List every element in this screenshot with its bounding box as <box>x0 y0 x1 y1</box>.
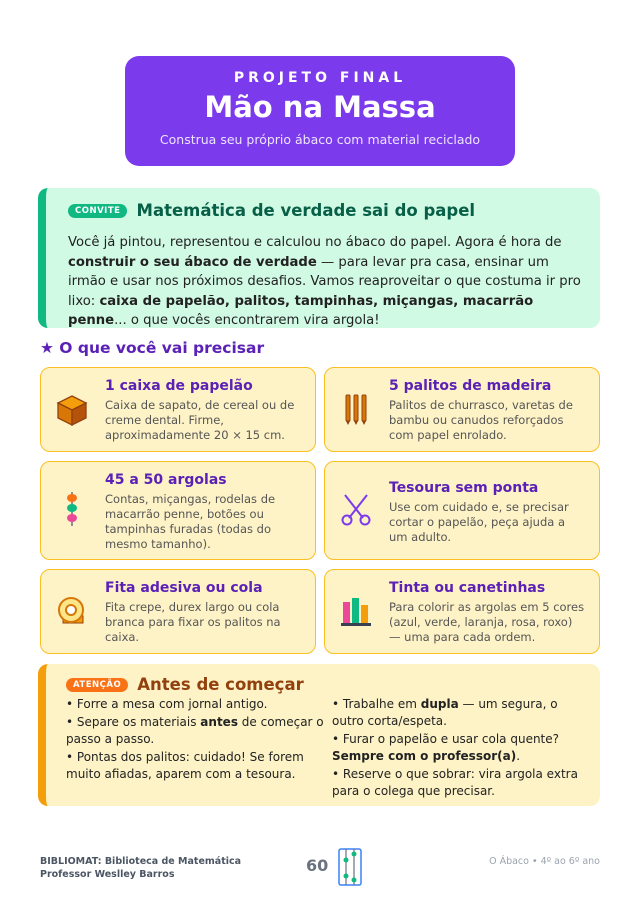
tape-icon <box>55 594 89 628</box>
invite-badge: CONVITE <box>68 204 127 218</box>
material-card <box>324 569 600 654</box>
materials-heading: ★ O que você vai precisar <box>40 339 265 357</box>
footer-author: Professor Weslley Barros <box>40 868 175 880</box>
attention-item-part: • Furar o papelão e usar cola quente? <box>332 732 560 746</box>
attention-item <box>332 731 582 765</box>
material-title: Tesoura sem ponta <box>389 480 539 496</box>
title-banner <box>125 56 515 166</box>
attention-box <box>38 664 600 806</box>
beads-icon <box>55 492 89 526</box>
attention-badge: ATENÇÃO <box>66 678 128 692</box>
invite-box <box>38 188 600 328</box>
footer-topic: O Ábaco • 4º ao 6º ano <box>489 856 600 867</box>
page-subtitle: Construa seu próprio ábaco com material reciclado <box>159 132 481 147</box>
invite-text-bold: caixa de papelão, palitos, tampinhas, miçangas, macarrão penne <box>68 293 534 328</box>
material-desc: Contas, miçangas, rodelas de macarrão penne, botões ou tampinhas furadas (todas do mesmo tamanho). <box>105 492 276 551</box>
invite-text-part: — para levar pra casa, ensinar um irmão e usar nos próximos desafios. Vamos reaproveitar o que costuma ir pro lixo: <box>68 254 581 309</box>
invite-text-part: Você já pintou, representou e calculou no ábaco do papel. Agora é hora de <box>68 235 562 250</box>
scissors-icon <box>339 492 373 526</box>
invite-text <box>68 233 582 331</box>
material-card <box>324 367 600 452</box>
attention-item-bold: dupla <box>420 697 459 711</box>
attention-item-part: . <box>516 749 521 763</box>
page-title: Mão na Massa <box>204 90 436 124</box>
attention-item-part: • Separe os materiais <box>66 715 201 729</box>
invite-text-part: ... o que vocês encontrarem vira argola! <box>114 313 380 328</box>
footer-library: BIBLIOMAT: Biblioteca de Matemática <box>40 856 242 867</box>
attention-title: Antes de começar <box>137 675 304 694</box>
material-desc: Fita crepe, durex largo ou cola branca para fixar os palitos na caixa. <box>105 600 281 644</box>
material-desc: Use com cuidado e, se precisar cortar o papelão, peça ajuda a um adulto. <box>389 500 569 544</box>
attention-item-part: • Trabalhe em <box>332 697 421 711</box>
material-desc: Palitos de churrasco, varetas de bambu ou canudos reforçados com papel enrolado. <box>389 398 573 442</box>
attention-item-part: — um segura, o outro corta/espeta. <box>332 697 558 728</box>
attention-item: • Forre a mesa com jornal antigo. <box>66 697 268 711</box>
material-title: 1 caixa de papelão <box>105 378 253 394</box>
material-card <box>324 461 600 560</box>
material-title: Tinta ou canetinhas <box>389 580 546 596</box>
material-desc: Para colorir as argolas em 5 cores (azul, verde, laranja, rosa, roxo) — uma para cada ordem. <box>389 600 585 644</box>
page-number: 60 <box>306 856 329 875</box>
abacus-icon <box>336 846 364 888</box>
invite-text-bold: construir o seu ábaco de verdade <box>68 254 317 270</box>
invite-title: Matemática de verdade sai do papel <box>136 201 476 220</box>
banner-kicker: PROJETO FINAL <box>233 70 407 86</box>
attention-item: • Reserve o que sobrar: vira argola extra para o colega que precisar. <box>332 767 578 798</box>
attention-item-bold: antes <box>200 715 238 729</box>
material-card <box>40 461 316 560</box>
material-title: 45 a 50 argolas <box>105 472 227 488</box>
attention-item <box>66 714 328 748</box>
attention-item: • Pontas dos palitos: cuidado! Se forem muito afiadas, aparem com a tesoura. <box>66 750 304 781</box>
material-title: 5 palitos de madeira <box>389 378 552 394</box>
attention-item-bold: Sempre com o professor(a) <box>332 749 517 763</box>
attention-right-column <box>332 696 582 801</box>
attention-left-column <box>66 696 328 784</box>
sticks-icon <box>339 392 373 426</box>
footer-credits <box>40 856 241 881</box>
material-desc: Caixa de sapato, de cereal ou de creme dental. Firme, aproximadamente 20 × 15 cm. <box>105 398 295 442</box>
material-title: Fita adesiva ou cola <box>105 580 263 596</box>
attention-item <box>332 696 582 730</box>
material-card <box>40 367 316 452</box>
attention-item-part: de começar o passo a passo. <box>66 715 324 746</box>
box-icon <box>55 393 89 427</box>
paint-icon <box>339 594 373 628</box>
material-card <box>40 569 316 654</box>
